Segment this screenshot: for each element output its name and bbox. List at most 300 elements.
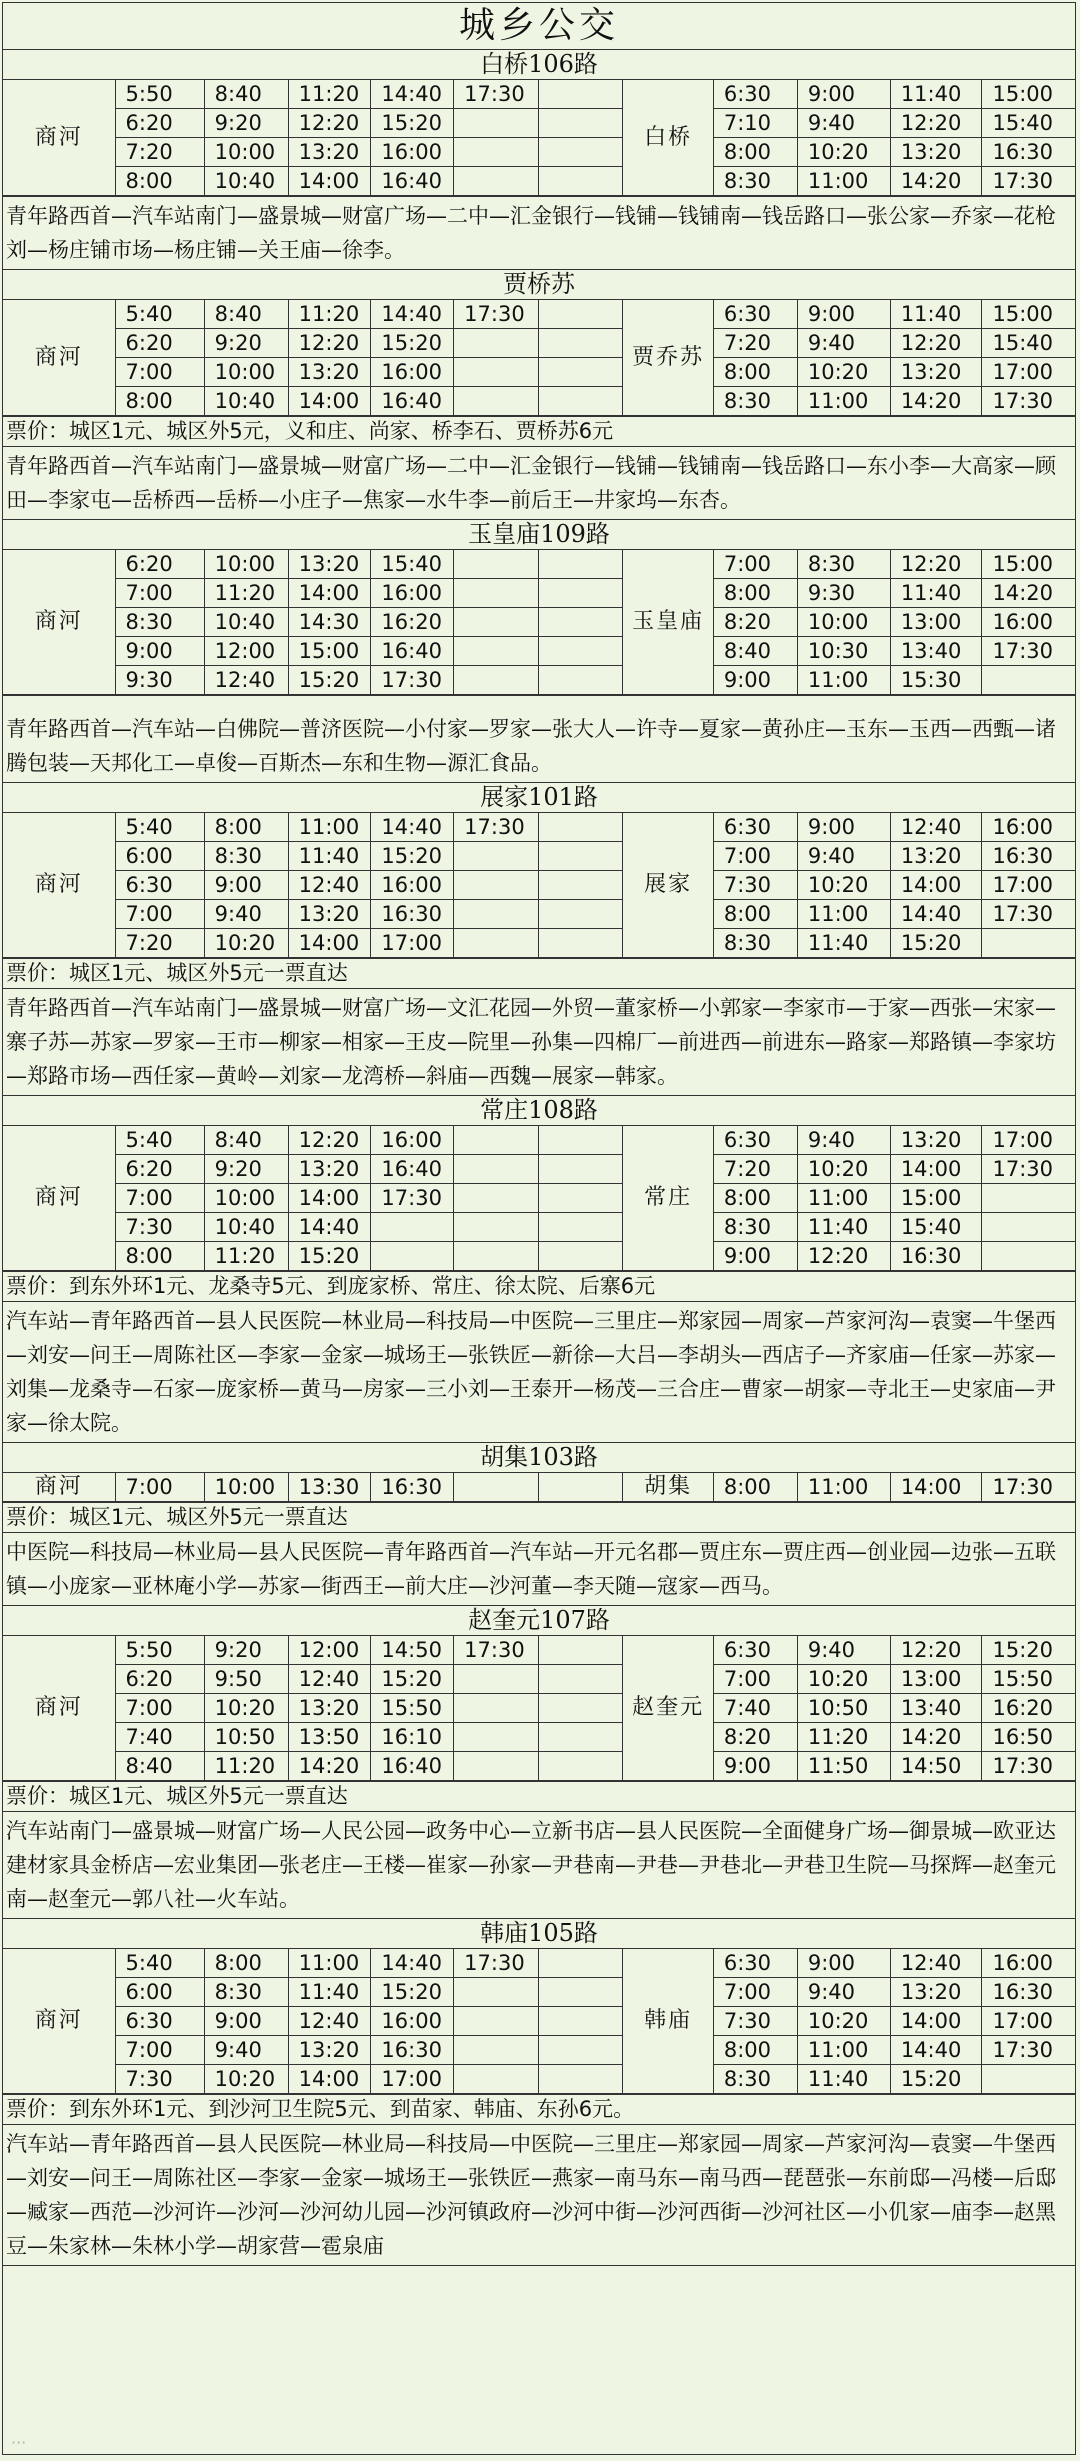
timetable-row [3,2036,1075,2065]
time-cell: 7:20 [713,329,797,358]
fare-info: 票价：城区1元、城区外5元一票直达 [3,1502,1075,1532]
timetable-row [3,637,1075,666]
time-cell: 10:00 [797,608,890,637]
time-cell: 11:00 [797,2036,890,2065]
time-cell: 17:00 [982,1126,1075,1155]
time-cell: 10:00 [204,1184,288,1213]
time-cell: 10:40 [204,1213,288,1242]
time-cell [539,1665,623,1694]
time-cell: 13:20 [890,358,982,387]
route-section [3,1443,1075,1606]
time-cell: 7:30 [713,2007,797,2036]
time-cell: 15:20 [371,1978,454,2007]
time-cell [454,900,539,929]
time-cell: 13:20 [288,358,371,387]
time-cell [539,300,623,329]
time-cell: 16:00 [371,579,454,608]
time-cell: 17:30 [454,300,539,329]
route-list [3,50,1075,2266]
route-section [3,783,1075,1096]
time-cell [454,387,539,416]
time-cell: 14:20 [982,579,1075,608]
stop-list: 汽车站—青年路西首—县人民医院—林业局—科技局—中医院—三里庄—郑家园—周家—芦家河沟—袁窦—牛堡西—刘安—问王—周陈社区—李家—金家—城场王—张铁匠—新徐—大吕—李胡头—西店子—齐家庙—任家—苏家—刘集—龙桑寺—石家—庞家桥—黄马—房家—三小刘—王泰开—杨茂—三合庄—曹家—胡家—寺北王—史家庙—尹家—徐太院。 [3,1301,1075,1442]
time-cell: 9:00 [713,1242,797,1271]
time-cell: 16:00 [982,608,1075,637]
time-cell [539,167,623,196]
time-cell: 11:50 [797,1752,890,1781]
time-cell: 8:00 [713,1473,797,1502]
time-cell: 12:40 [890,813,982,842]
time-cell: 16:40 [371,387,454,416]
time-cell: 7:20 [713,1155,797,1184]
timetable-row [3,1126,1075,1155]
time-cell: 13:50 [288,1723,371,1752]
time-cell: 17:30 [982,1473,1075,1502]
timetable [3,300,1075,416]
time-cell: 14:00 [890,1155,982,1184]
time-cell: 7:00 [115,1473,204,1502]
time-cell: 11:00 [797,167,890,196]
time-cell [454,2036,539,2065]
time-cell: 10:20 [797,1665,890,1694]
time-cell: 12:20 [797,1242,890,1271]
timetable-row [3,1184,1075,1213]
stop-list: 汽车站—青年路西首—县人民医院—林业局—科技局—中医院—三里庄—郑家园—周家—芦家河沟—袁窦—牛堡西—刘安—问王—周陈社区—李家—金家—城场王—张铁匠—燕家—南马东—南马西—琵琶张—东前邸—冯楼—后邸—臧家—西范—沙河许—沙河—沙河幼儿园—沙河镇政府—沙河中街—沙河西街—沙河社区—小仉家—庙李—赵黑豆—朱家林—朱林小学—胡家营—雹泉庙 [3,2124,1075,2265]
time-cell: 10:20 [797,1155,890,1184]
time-cell: 16:30 [371,900,454,929]
time-cell: 14:00 [288,929,371,958]
time-cell: 10:00 [204,550,288,579]
time-cell: 6:20 [115,1155,204,1184]
timetable-row [3,1213,1075,1242]
time-cell: 13:00 [890,1665,982,1694]
time-cell [454,2065,539,2094]
time-cell: 11:40 [797,929,890,958]
time-cell: 17:30 [982,1752,1075,1781]
time-cell: 16:00 [371,871,454,900]
time-cell: 17:30 [454,1636,539,1665]
time-cell: 10:00 [204,358,288,387]
time-cell: 11:40 [797,2065,890,2094]
time-cell [454,109,539,138]
time-cell: 13:20 [890,842,982,871]
timetable [3,1949,1075,2094]
time-cell: 10:20 [797,2007,890,2036]
time-cell: 12:00 [204,637,288,666]
time-cell [539,1184,623,1213]
time-cell: 11:00 [288,813,371,842]
time-cell [454,1694,539,1723]
time-cell: 7:20 [115,138,204,167]
time-cell: 9:40 [797,842,890,871]
timetable-row [3,579,1075,608]
time-cell: 14:40 [371,1949,454,1978]
time-cell: 16:30 [371,1473,454,1502]
time-cell: 6:30 [713,1636,797,1665]
time-cell [539,579,623,608]
right-station: 常庄 [623,1126,713,1271]
time-cell: 15:30 [890,666,982,695]
left-station: 商河 [3,813,115,958]
time-cell: 7:10 [713,109,797,138]
time-cell [539,2065,623,2094]
time-cell: 14:00 [288,579,371,608]
time-cell: 13:20 [890,1978,982,2007]
route-name: 韩庙105路 [3,1919,1075,1949]
time-cell: 16:10 [371,1723,454,1752]
fare-info: 票价：到东外环1元、到沙河卫生院5元、到苗家、韩庙、东孙6元。 [3,2094,1075,2124]
timetable [3,1636,1075,1781]
time-cell [982,1242,1075,1271]
left-station: 商河 [3,1636,115,1781]
time-cell: 15:20 [288,666,371,695]
time-cell: 12:00 [288,1636,371,1665]
time-cell: 7:20 [115,929,204,958]
time-cell: 8:00 [713,2036,797,2065]
time-cell [454,1213,539,1242]
time-cell: 15:20 [982,1636,1075,1665]
time-cell: 16:00 [371,138,454,167]
time-cell: 6:20 [115,329,204,358]
time-cell: 6:00 [115,1978,204,2007]
fare-info: 票价：城区1元、城区外5元一票直达 [3,1781,1075,1811]
time-cell [454,637,539,666]
timetable-row [3,80,1075,109]
time-cell: 16:30 [371,2036,454,2065]
time-cell: 8:40 [115,1752,204,1781]
time-cell: 9:00 [204,871,288,900]
time-cell: 10:50 [204,1723,288,1752]
route-name: 白桥106路 [3,50,1075,80]
time-cell: 9:20 [204,109,288,138]
time-cell: 14:30 [288,608,371,637]
time-cell: 15:20 [371,109,454,138]
time-cell [539,387,623,416]
time-cell [539,1636,623,1665]
time-cell: 11:40 [890,579,982,608]
time-cell: 6:30 [713,300,797,329]
time-cell: 9:30 [115,666,204,695]
timetable-row [3,1949,1075,1978]
time-cell: 12:40 [288,1665,371,1694]
right-station: 韩庙 [623,1949,713,2094]
left-station: 商河 [3,300,115,416]
timetable-row [3,900,1075,929]
time-cell: 7:00 [115,358,204,387]
time-cell: 8:20 [713,608,797,637]
time-cell: 12:20 [288,329,371,358]
time-cell [371,1213,454,1242]
time-cell: 14:40 [371,80,454,109]
time-cell: 11:00 [288,1949,371,1978]
time-cell [454,1978,539,2007]
right-station: 白桥 [623,80,713,196]
time-cell [982,2065,1075,2094]
time-cell: 8:30 [713,929,797,958]
route-section [3,50,1075,270]
time-cell [454,1752,539,1781]
time-cell [539,1694,623,1723]
time-cell: 10:40 [204,608,288,637]
time-cell: 11:40 [288,1978,371,2007]
time-cell: 6:20 [115,550,204,579]
time-cell: 10:40 [204,167,288,196]
time-cell: 5:40 [115,813,204,842]
time-cell: 11:20 [288,80,371,109]
time-cell: 11:20 [204,1752,288,1781]
time-cell: 9:40 [797,109,890,138]
time-cell: 17:00 [371,929,454,958]
time-cell: 12:40 [288,2007,371,2036]
time-cell: 8:30 [713,167,797,196]
time-cell: 16:40 [371,637,454,666]
time-cell [539,813,623,842]
time-cell: 5:50 [115,80,204,109]
stop-list: 青年路西首—汽车站—白佛院—普济医院—小付家—罗家—张大人—许寺—夏家—黄孙庄—玉东—玉西—西甄—诸腾包装—天邦化工—卓俊—百斯杰—东和生物—源汇食品。 [3,695,1075,782]
time-cell [454,1155,539,1184]
time-cell: 8:00 [204,1949,288,1978]
time-cell: 15:40 [982,329,1075,358]
time-cell: 14:00 [890,1473,982,1502]
time-cell: 9:00 [797,1949,890,1978]
time-cell: 9:40 [204,900,288,929]
time-cell: 9:00 [797,300,890,329]
time-cell: 14:00 [288,167,371,196]
left-station: 商河 [3,1126,115,1271]
time-cell: 15:20 [890,929,982,958]
time-cell: 9:00 [797,813,890,842]
time-cell: 10:40 [204,387,288,416]
time-cell: 10:50 [797,1694,890,1723]
left-station: 商河 [3,550,115,695]
time-cell: 8:40 [204,300,288,329]
stop-list: 中医院—科技局—林业局—县人民医院—青年路西首—汽车站—开元名郡—贾庄东—贾庄西—创业园—边张—五联镇—小庞家—亚林庵小学—苏家—街西王—前大庄—沙河董—李天随—寇家—西马。 [3,1532,1075,1605]
time-cell: 17:30 [982,637,1075,666]
timetable-row [3,666,1075,695]
time-cell: 17:30 [982,1155,1075,1184]
time-cell [454,2007,539,2036]
time-cell: 17:30 [371,666,454,695]
timetable-row [3,871,1075,900]
time-cell [539,2007,623,2036]
time-cell: 13:20 [288,1155,371,1184]
timetable [3,80,1075,196]
time-cell: 12:20 [890,329,982,358]
timetable-row [3,387,1075,416]
timetable-row [3,550,1075,579]
timetable-row [3,329,1075,358]
time-cell: 8:00 [115,1242,204,1271]
timetable-row [3,358,1075,387]
fare-info: 票价：到东外环1元、龙桑寺5元、到庞家桥、常庄、徐太院、后寨6元 [3,1271,1075,1301]
time-cell: 13:20 [890,1126,982,1155]
time-cell: 7:00 [115,900,204,929]
time-cell: 11:00 [797,1184,890,1213]
time-cell: 12:20 [890,109,982,138]
time-cell [454,608,539,637]
time-cell: 8:40 [204,80,288,109]
time-cell: 7:00 [115,1184,204,1213]
time-cell [539,842,623,871]
time-cell: 7:00 [713,1665,797,1694]
time-cell: 15:20 [890,2065,982,2094]
timetable [3,550,1075,695]
route-name: 贾桥苏 [3,270,1075,300]
timetable-row [3,1242,1075,1271]
time-cell: 11:00 [797,387,890,416]
time-cell: 11:00 [797,900,890,929]
time-cell: 10:30 [797,637,890,666]
time-cell [539,138,623,167]
time-cell: 7:00 [115,579,204,608]
time-cell: 9:00 [713,666,797,695]
time-cell: 14:20 [890,387,982,416]
time-cell: 17:30 [982,900,1075,929]
time-cell: 8:40 [713,637,797,666]
time-cell [539,666,623,695]
time-cell: 9:40 [797,329,890,358]
time-cell: 7:00 [713,1978,797,2007]
time-cell: 12:20 [890,1636,982,1665]
time-cell: 8:00 [713,579,797,608]
time-cell: 16:20 [371,608,454,637]
time-cell: 9:40 [797,1126,890,1155]
timetable-row [3,1752,1075,1781]
route-name: 展家101路 [3,783,1075,813]
time-cell: 6:30 [115,2007,204,2036]
timetable-row [3,1155,1075,1184]
time-cell: 14:00 [288,2065,371,2094]
time-cell: 14:50 [371,1636,454,1665]
time-cell: 14:40 [371,300,454,329]
time-cell: 15:00 [288,637,371,666]
stop-list: 青年路西首—汽车站南门—盛景城—财富广场—二中—汇金银行—钱铺—钱铺南—钱岳路口—东小李—大高家—顾田—李家屯—岳桥西—岳桥—小庄子—焦家—水牛李—前后王—井家坞—东杏。 [3,446,1075,519]
time-cell: 14:20 [890,167,982,196]
time-cell [454,871,539,900]
time-cell: 17:30 [982,167,1075,196]
time-cell: 13:20 [288,2036,371,2065]
time-cell: 6:30 [115,871,204,900]
time-cell: 17:00 [982,2007,1075,2036]
time-cell [539,109,623,138]
stop-list: 青年路西首—汽车站南门—盛景城—财富广场—二中—汇金银行—钱铺—钱铺南—钱岳路口—张公家—乔家—花枪刘—杨庄铺市场—杨庄铺—关王庙—徐李。 [3,196,1075,269]
time-cell: 16:00 [982,1949,1075,1978]
fare-info: 票价：城区1元、城区外5元一票直达 [3,958,1075,988]
time-cell [539,1978,623,2007]
right-station: 贾乔苏 [623,300,713,416]
time-cell: 16:30 [890,1242,982,1271]
timetable-row [3,2007,1075,2036]
time-cell: 7:40 [115,1723,204,1752]
time-cell: 10:20 [204,2065,288,2094]
time-cell: 10:20 [797,138,890,167]
time-cell: 17:30 [982,2036,1075,2065]
time-cell: 12:20 [288,109,371,138]
time-cell: 16:30 [982,842,1075,871]
page-title: 城乡公交 [3,3,1075,50]
time-cell [539,900,623,929]
time-cell: 12:20 [890,550,982,579]
time-cell [539,1473,623,1502]
time-cell: 15:20 [371,1665,454,1694]
time-cell: 11:20 [204,579,288,608]
timetable-row [3,929,1075,958]
time-cell [539,358,623,387]
time-cell: 13:00 [890,608,982,637]
time-cell: 15:00 [890,1184,982,1213]
time-cell [539,1723,623,1752]
time-cell [371,1242,454,1271]
time-cell: 9:40 [204,2036,288,2065]
time-cell: 16:00 [982,813,1075,842]
time-cell: 14:20 [890,1723,982,1752]
time-cell: 8:20 [713,1723,797,1752]
time-cell: 10:00 [204,138,288,167]
timetable [3,1126,1075,1271]
route-section [3,1606,1075,1919]
time-cell: 11:40 [797,1213,890,1242]
time-cell [454,842,539,871]
right-station: 赵奎元 [623,1636,713,1781]
timetable-row [3,1473,1075,1502]
timetable-row [3,842,1075,871]
time-cell: 8:00 [115,387,204,416]
time-cell: 8:00 [713,138,797,167]
time-cell: 16:40 [371,1752,454,1781]
right-station: 玉皇庙 [623,550,713,695]
time-cell [454,358,539,387]
time-cell: 7:00 [713,550,797,579]
timetable-row [3,138,1075,167]
time-cell: 13:30 [288,1473,371,1502]
page [2,2,1076,2455]
time-cell: 11:20 [204,1242,288,1271]
time-cell: 9:20 [204,329,288,358]
route-section [3,1919,1075,2266]
time-cell [539,871,623,900]
time-cell: 8:30 [115,608,204,637]
time-cell: 9:40 [797,1636,890,1665]
time-cell: 8:00 [713,358,797,387]
time-cell: 17:30 [371,1184,454,1213]
timetable-row [3,1636,1075,1665]
time-cell [454,1473,539,1502]
route-name: 赵奎元107路 [3,1606,1075,1636]
time-cell [539,637,623,666]
time-cell: 17:30 [454,80,539,109]
time-cell [454,167,539,196]
time-cell [454,929,539,958]
time-cell: 8:30 [204,1978,288,2007]
time-cell: 13:20 [288,138,371,167]
time-cell: 9:30 [797,579,890,608]
time-cell: 5:40 [115,1126,204,1155]
time-cell: 14:20 [288,1752,371,1781]
time-cell [539,1155,623,1184]
time-cell: 16:50 [982,1723,1075,1752]
time-cell: 8:30 [713,1213,797,1242]
stop-list: 青年路西首—汽车站南门—盛景城—财富广场—文汇花园—外贸—董家桥—小郭家—李家市—于家—西张—宋家—寨子苏—苏家—罗家—王市—柳家—相家—王皮—院里—孙集—四棉厂—前进西—前进东—路家—郑路镇—李家坊—郑路市场—西任家—黄岭—刘家—龙湾桥—斜庙—西魏—展家—韩家。 [3,988,1075,1095]
time-cell: 15:20 [288,1242,371,1271]
timetable-row [3,1694,1075,1723]
time-cell: 13:20 [890,138,982,167]
time-cell [539,2036,623,2065]
timetable-row [3,1665,1075,1694]
time-cell: 14:40 [371,813,454,842]
time-cell: 11:40 [890,80,982,109]
time-cell: 14:40 [890,900,982,929]
time-cell: 15:40 [982,109,1075,138]
